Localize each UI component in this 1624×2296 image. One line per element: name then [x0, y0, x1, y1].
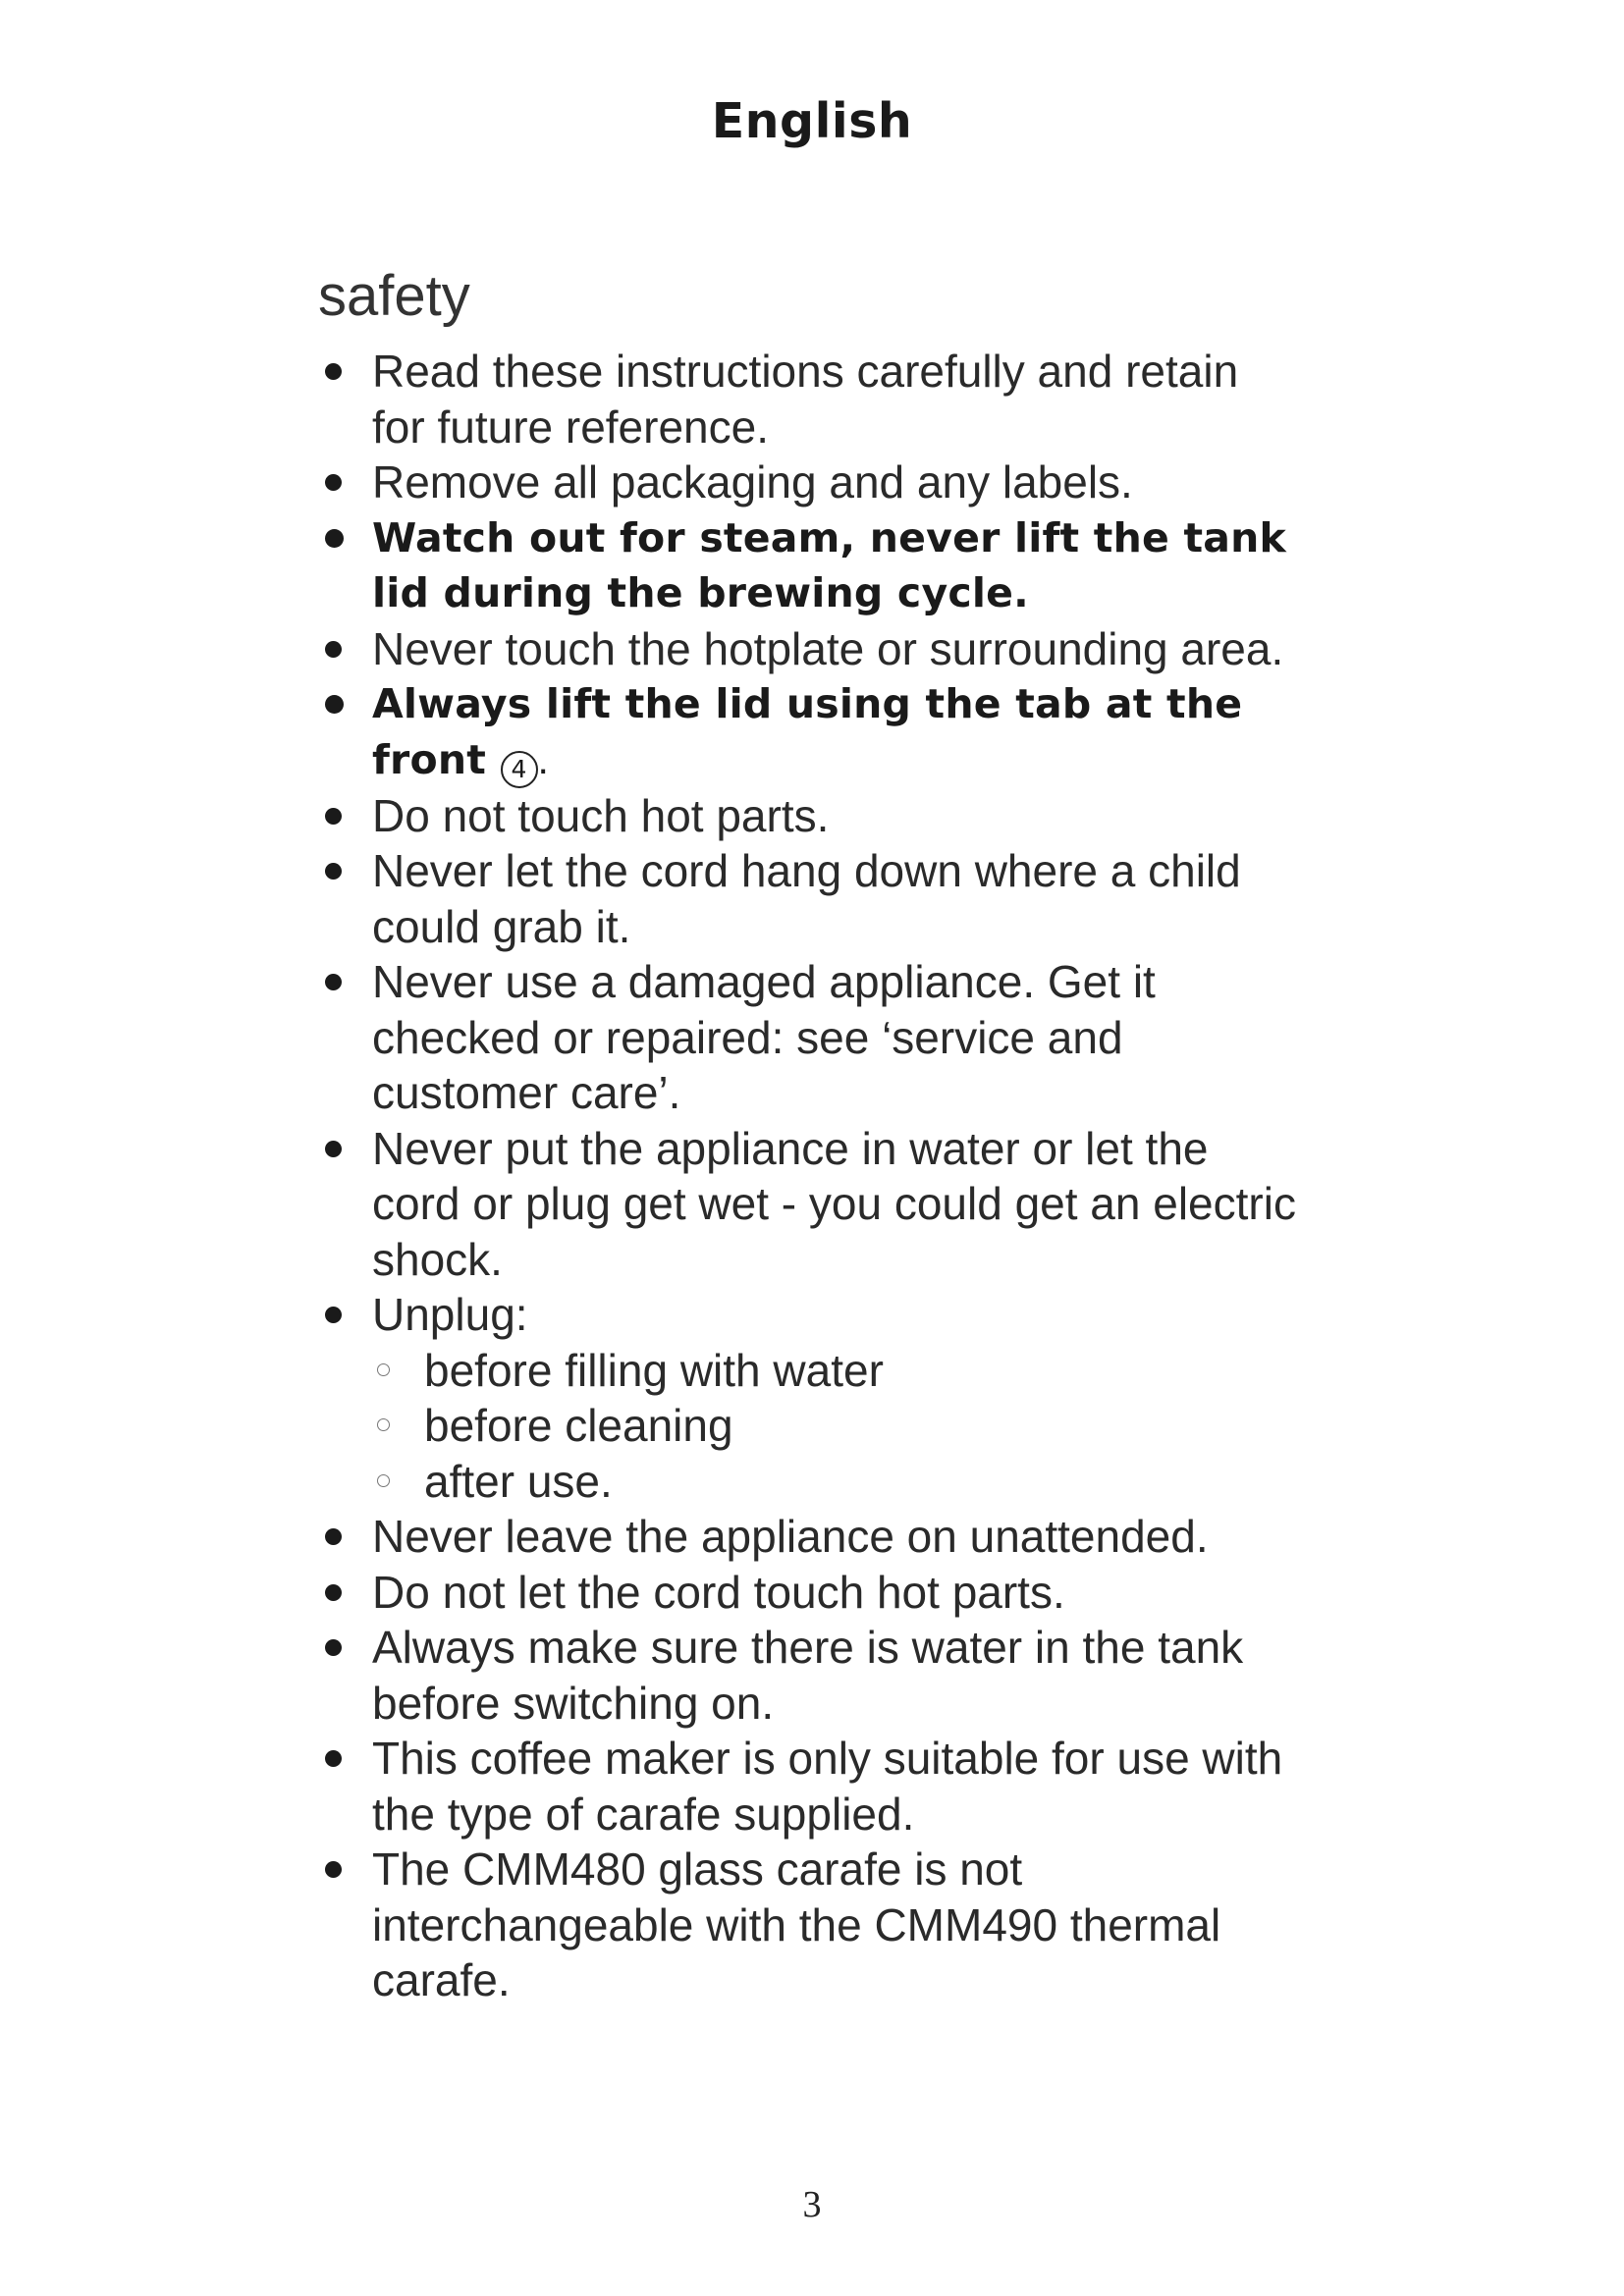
unplug-sublist: [372, 1343, 1302, 1510]
list-item: [320, 954, 1302, 1121]
bullet-icon: [325, 1307, 342, 1323]
list-item: [320, 344, 1302, 454]
list-item-text: Never let the cord hang down where a child could grab it.: [372, 845, 1241, 952]
list-item-text: The CMM480 glass carafe is not interchangeable with the CMM490 thermal carafe.: [372, 1843, 1221, 2005]
list-item-text: Do not let the cord touch hot parts.: [372, 1566, 1065, 1618]
bullet-icon: [325, 363, 342, 380]
list-item: [320, 621, 1302, 677]
bullet-icon: [325, 1528, 342, 1545]
language-heading: English: [711, 93, 913, 149]
bullet-icon: [325, 474, 342, 491]
hollow-bullet-icon: [377, 1418, 390, 1431]
bullet-icon: [325, 641, 342, 658]
section-title: safety: [318, 264, 470, 328]
sub-list-item-text: before filling with water: [424, 1344, 884, 1396]
list-item: [320, 788, 1302, 844]
list-item-text: Watch out for steam, never lift the tank lid during the brewing cycle.: [372, 513, 1287, 616]
list-item-text: Always lift the lid using the tab at the front: [372, 680, 1243, 783]
list-item-text: This coffee maker is only suitable for use with the type of carafe supplied.: [372, 1733, 1283, 1840]
list-item-text: Never put the appliance in water or let the cord or plug get wet - you could get an electric shock.: [372, 1122, 1296, 1285]
list-item-text: Never leave the appliance on unattended.: [372, 1511, 1209, 1562]
hollow-bullet-icon: [377, 1363, 390, 1376]
list-item-text: Read these instructions carefully and retain for future reference.: [372, 346, 1239, 453]
list-item-text: Unplug:: [372, 1289, 528, 1340]
sub-list-item: [372, 1454, 1302, 1510]
safety-list: [320, 344, 1302, 2008]
figure-reference-badge: 4: [501, 751, 538, 788]
list-item-text: Always make sure there is water in the tank before switching on.: [372, 1622, 1244, 1729]
list-item: [320, 1731, 1302, 1842]
bullet-icon: [325, 1861, 342, 1878]
list-item: [320, 1509, 1302, 1565]
list-item-warning: [320, 510, 1302, 621]
list-item-warning: [320, 676, 1302, 788]
list-item-suffix: .: [537, 736, 550, 782]
bullet-icon: [325, 695, 344, 714]
list-item-text: Do not touch hot parts.: [372, 789, 830, 841]
list-item: [320, 843, 1302, 954]
sub-list-item-text: before cleaning: [424, 1400, 733, 1451]
sub-list-item-text: after use.: [424, 1455, 613, 1507]
bullet-icon: [325, 529, 344, 548]
bullet-icon: [325, 1141, 342, 1157]
list-item: [320, 1565, 1302, 1621]
list-item: [320, 1121, 1302, 1288]
list-item-text: Never use a damaged appliance. Get it checked or repaired: see ‘service and customer care’.: [372, 956, 1156, 1118]
list-item: [320, 1842, 1302, 2008]
bullet-icon: [325, 808, 342, 825]
page-number: 3: [802, 2184, 822, 2225]
list-item: [320, 1287, 1302, 1509]
list-item-text: Remove all packaging and any labels.: [372, 456, 1133, 507]
list-item-text: Never touch the hotplate or surrounding area.: [372, 622, 1284, 674]
list-item: [320, 1620, 1302, 1731]
bullet-icon: [325, 974, 342, 990]
list-item: [320, 454, 1302, 510]
sub-list-item: [372, 1343, 1302, 1399]
hollow-bullet-icon: [377, 1474, 390, 1487]
bullet-icon: [325, 863, 342, 880]
sub-list-item: [372, 1398, 1302, 1454]
bullet-icon: [325, 1639, 342, 1656]
bullet-icon: [325, 1750, 342, 1767]
bullet-icon: [325, 1584, 342, 1601]
